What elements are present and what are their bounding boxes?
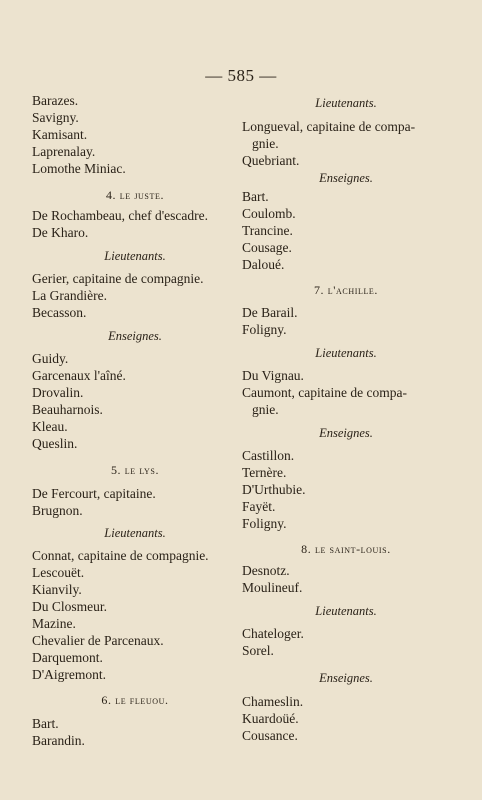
lieutenant-entry: Du Closmeur. <box>32 599 108 614</box>
officer-entry: De Barail. <box>242 305 298 320</box>
lieutenant-entry: Chevalier de Parcenaux. <box>32 633 164 648</box>
lieutenant-entry: Quebriant. <box>242 153 300 168</box>
lieutenant-entry: La Grandière. <box>32 288 107 303</box>
ship-heading: 8. le saint-louis. <box>301 542 391 556</box>
lieutenant-entry: Darquemont. <box>32 650 103 665</box>
crew-entry: Barazes. <box>32 93 79 108</box>
officer-entry: De Kharo. <box>32 225 89 240</box>
enseigne-entry: Drovalin. <box>32 385 84 400</box>
lieutenant-entry: Sorel. <box>242 643 274 658</box>
section-heading-enseignes: Enseignes. <box>319 671 373 685</box>
ship-heading: 7. l'achille. <box>313 283 379 297</box>
enseigne-entry: Daloué. <box>242 257 285 272</box>
ship-heading: 5. le lys. <box>110 463 160 477</box>
crew-entry: Barandin. <box>32 733 85 748</box>
crew-entry: Laprenalay. <box>32 144 96 159</box>
enseigne-entry: Bart. <box>242 189 269 204</box>
lieutenant-entry: Connat, capitaine de compagnie. <box>32 548 209 563</box>
enseigne-entry: Chameslin. <box>242 694 304 709</box>
crew-entry: Lomothe Miniac. <box>32 161 126 176</box>
lieutenant-entry-continuation: gnie. <box>252 136 279 151</box>
enseigne-entry: Cousance. <box>242 728 298 743</box>
enseigne-entry: Trancine. <box>242 223 293 238</box>
section-heading-enseignes: Enseignes. <box>319 171 373 185</box>
crew-entry: Savigny. <box>32 110 79 125</box>
lieutenant-entry: Mazine. <box>32 616 76 631</box>
ship-heading: 4. le juste. <box>105 188 165 202</box>
crew-entry: Bart. <box>32 716 59 731</box>
lieutenant-entry: Lescouët. <box>32 565 85 580</box>
enseigne-entry: Garcenaux l'aîné. <box>32 368 126 383</box>
section-heading-lieutenants: Lieutenants. <box>315 346 377 360</box>
enseigne-entry: Coulomb. <box>242 206 296 221</box>
lieutenant-entry: Gerier, capitaine de compagnie. <box>32 271 204 286</box>
lieutenant-entry: Chateloger. <box>242 626 304 641</box>
officer-entry: Brugnon. <box>32 503 83 518</box>
page-number: — 585 — <box>205 66 277 85</box>
lieutenant-entry: Longueval, capitaine de compa- <box>242 119 416 134</box>
officer-entry: Moulineuf. <box>242 580 303 595</box>
enseigne-entry: Cousage. <box>242 240 292 255</box>
officer-entry: De Fercourt, capitaine. <box>32 486 156 501</box>
officer-entry: Desnotz. <box>242 563 290 578</box>
enseigne-entry: Kleau. <box>32 419 68 434</box>
section-heading-enseignes: Enseignes. <box>108 329 162 343</box>
section-heading-lieutenants: Lieutenants. <box>315 604 377 618</box>
lieutenant-entry-continuation: gnie. <box>252 402 279 417</box>
enseigne-entry: Guidy. <box>32 351 69 366</box>
officer-entry: Foligny. <box>242 322 287 337</box>
lieutenant-entry: Caumont, capitaine de compa- <box>242 385 407 400</box>
enseigne-entry: Queslin. <box>32 436 78 451</box>
section-heading-lieutenants: Lieutenants. <box>315 96 377 110</box>
lieutenant-entry: Kianvily. <box>32 582 82 597</box>
enseigne-entry: Beauharnois. <box>32 402 103 417</box>
enseigne-entry: Ternère. <box>242 465 287 480</box>
crew-entry: Kamisant. <box>32 127 88 142</box>
lieutenant-entry: D'Aigremont. <box>32 667 107 682</box>
officer-entry: De Rochambeau, chef d'escadre. <box>32 208 208 223</box>
lieutenant-entry: Du Vignau. <box>242 368 304 383</box>
enseigne-entry: D'Urthubie. <box>242 482 306 497</box>
enseigne-entry: Kuardoüé. <box>242 711 299 726</box>
section-heading-lieutenants: Lieutenants. <box>104 526 166 540</box>
enseigne-entry: Castillon. <box>242 448 295 463</box>
section-heading-lieutenants: Lieutenants. <box>104 249 166 263</box>
lieutenant-entry: Becasson. <box>32 305 87 320</box>
enseigne-entry: Foligny. <box>242 516 287 531</box>
ship-heading: 6. le fleuou. <box>101 693 169 707</box>
enseigne-entry: Fayët. <box>242 499 276 514</box>
section-heading-enseignes: Enseignes. <box>319 426 373 440</box>
